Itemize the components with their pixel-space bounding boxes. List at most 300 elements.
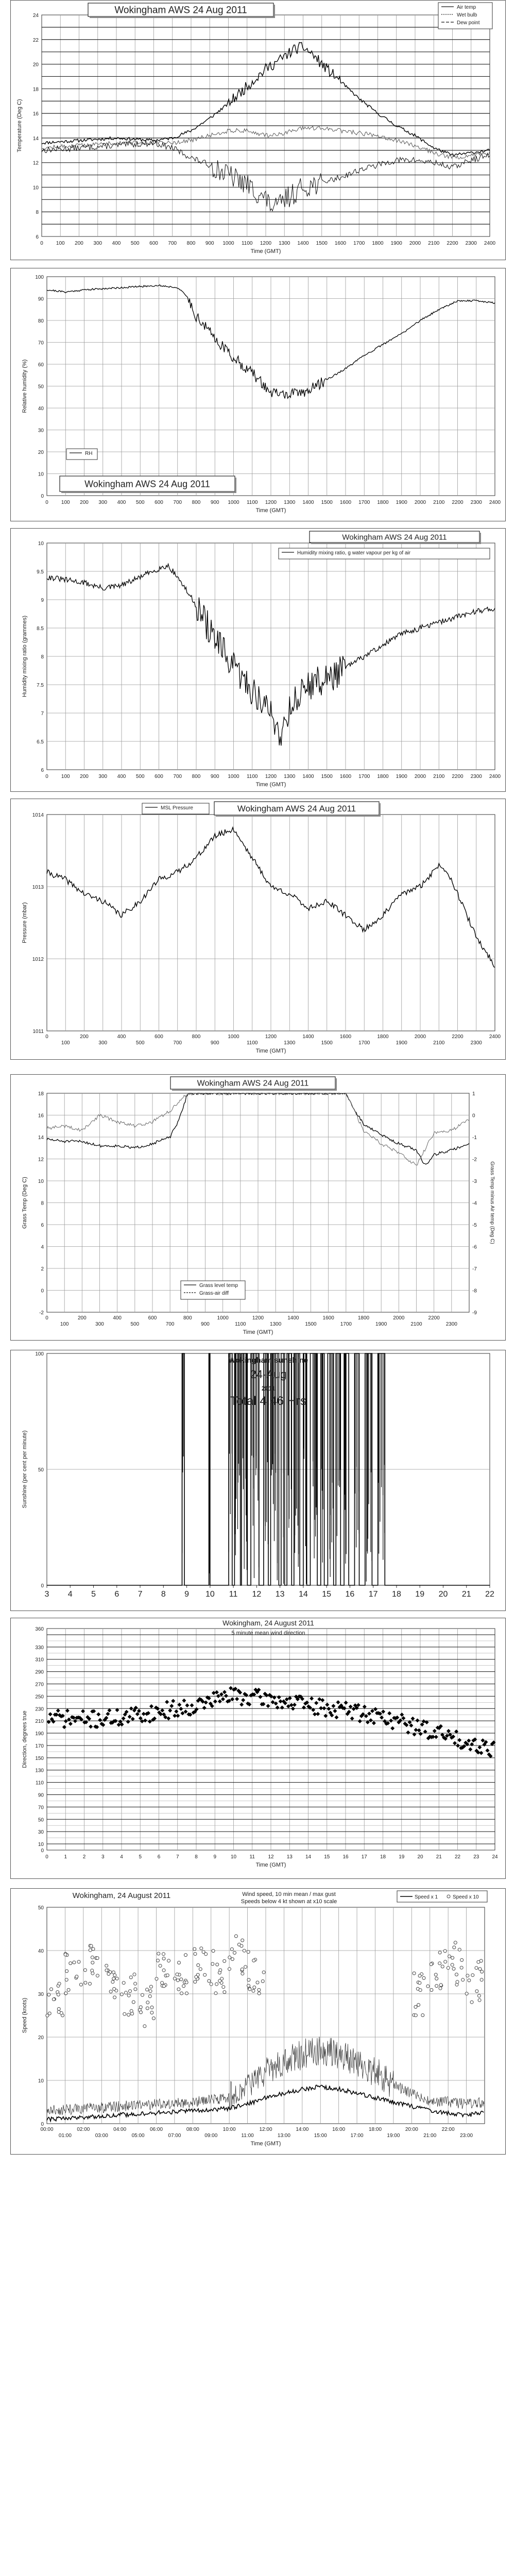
x-tick-label: 1600 — [339, 774, 352, 779]
x-tick-label: 400 — [117, 1034, 126, 1040]
x-tick-label: 2100 — [428, 241, 440, 246]
x-tick-label: 1200 — [265, 774, 277, 779]
wind-speed-panel — [10, 1888, 506, 2155]
y-tick-label: 80 — [38, 318, 44, 324]
y-tick-label: 130 — [35, 1768, 44, 1774]
speed-x10-point — [125, 1991, 128, 1994]
y-tick-label: 1014 — [32, 812, 44, 818]
y-tick-label-right: 0 — [472, 1113, 475, 1119]
speed-x10-point — [417, 2004, 420, 2007]
legend-label: RH — [85, 451, 93, 456]
x-tick-label: 1300 — [270, 1321, 282, 1327]
y-tick-label: 16 — [38, 1113, 44, 1119]
speed-x10-point — [199, 1968, 202, 1971]
speed-x10-point — [111, 1980, 114, 1984]
x-tick-label: 100 — [56, 241, 65, 246]
y-tick-label: 8 — [41, 654, 44, 660]
x-tick-label: 2100 — [433, 774, 445, 779]
speed-x10-point — [64, 1992, 67, 1995]
y-tick-label: 100 — [35, 275, 44, 280]
x-axis-label: Time (GMT) — [250, 2141, 281, 2147]
x-tick-label: 22 — [485, 1590, 494, 1599]
x-tick-label: 100 — [61, 500, 70, 505]
y-tick-label: 1012 — [32, 957, 44, 962]
x-tick-label: 12:00 — [259, 2127, 272, 2132]
speed-x10-point — [67, 1988, 70, 1991]
x-tick-label: 200 — [80, 500, 89, 505]
x-tick-label: 15 — [324, 1854, 330, 1860]
x-tick-label: 600 — [154, 1034, 163, 1040]
x-tick-label: 16:00 — [332, 2127, 346, 2132]
speed-x10-point — [212, 1950, 215, 1953]
x-tick-label: 400 — [113, 1315, 122, 1321]
speed-x10-point — [157, 1959, 160, 1962]
x-tick-label: 08:00 — [186, 2127, 199, 2132]
speed-x10-point — [210, 1982, 213, 1986]
speed-x10-point — [223, 1991, 226, 1994]
x-tick-label: 13 — [286, 1854, 293, 1860]
y-tick-label: 230 — [35, 1706, 44, 1713]
x-tick-label: 01:00 — [58, 2133, 72, 2139]
y-axis-label: Temperature (Deg C) — [16, 99, 23, 152]
speed-x10-point — [477, 1960, 480, 1963]
speed-x10-point — [460, 1958, 464, 1961]
x-tick-label: 1200 — [265, 500, 277, 505]
speed-x10-point — [468, 1979, 471, 1982]
speed-x10-point — [435, 1985, 438, 1988]
x-tick-label: 2200 — [428, 1315, 440, 1321]
x-tick-label: 1100 — [235, 1321, 246, 1327]
y-tick-label: 250 — [35, 1694, 44, 1700]
chart-subtitle: Wind speed, 10 min mean / max gust — [242, 1891, 336, 1897]
speed-x10-point — [167, 1959, 170, 1962]
x-tick-label: 1900 — [375, 1321, 387, 1327]
x-tick-label: 16 — [342, 1854, 349, 1860]
x-tick-label: 100 — [60, 1321, 69, 1327]
speed-x10-point — [414, 2014, 417, 2017]
y-tick-label-right: -5 — [472, 1223, 477, 1228]
speed-x10-point — [241, 1968, 244, 1971]
x-tick-label: 300 — [98, 774, 108, 779]
speed-x10-point — [89, 1948, 92, 1952]
x-tick-label: 17 — [368, 1590, 378, 1599]
x-tick-label: 700 — [173, 1040, 182, 1046]
x-tick-label: 2100 — [433, 1040, 445, 1046]
y-axis-label: Sunshine (per cent per minute) — [22, 1430, 28, 1509]
x-tick-label: 21 — [436, 1854, 442, 1860]
y-tick-label: -2 — [39, 1310, 44, 1316]
x-tick-label: 2000 — [414, 774, 426, 779]
x-tick-label: 500 — [135, 1040, 145, 1046]
speed-x10-point — [480, 1970, 484, 1973]
y-tick-label: 50 — [38, 1817, 44, 1823]
y-tick-label: 8 — [36, 210, 39, 216]
speed-x10-point — [439, 1984, 442, 1987]
x-tick-label: 1400 — [287, 1315, 299, 1321]
speed-x10-point — [248, 1988, 251, 1991]
speed-x10-point — [418, 1974, 421, 1977]
y-tick-label-right: -9 — [472, 1310, 477, 1316]
x-tick-label: 1300 — [279, 241, 290, 246]
x-tick-label: 2000 — [414, 1034, 426, 1040]
y-tick-label: 270 — [35, 1682, 44, 1688]
speed-x10-point — [477, 1994, 480, 1997]
y-tick-label: 50 — [38, 1905, 44, 1911]
speed-x10-point — [247, 1951, 250, 1954]
temperature-chart — [11, 1, 505, 260]
speed-x10-point — [419, 1989, 422, 1992]
speed-x10-point — [148, 1995, 151, 1998]
speed-x10-point — [131, 2012, 134, 2015]
x-tick-label: 700 — [173, 774, 182, 779]
y-tick-label: 22 — [32, 37, 39, 43]
speed-x10-point — [73, 1961, 76, 1964]
chart-title-shadow — [479, 533, 481, 544]
y-axis-label: Direction, degrees true — [22, 1710, 28, 1768]
x-tick-label: 1600 — [339, 500, 352, 505]
chart-title-shadow — [311, 543, 481, 544]
y-tick-label: 2 — [41, 1266, 44, 1272]
y-tick-label: 18 — [32, 87, 39, 93]
speed-x10-point — [177, 1988, 180, 1991]
chart-subtitle-year: 2011 — [261, 1385, 276, 1392]
x-tick-label: 700 — [168, 241, 177, 246]
speed-x10-point — [65, 1970, 68, 1973]
x-tick-label: 4 — [67, 1590, 73, 1599]
speed-x10-point — [214, 1992, 217, 1995]
x-tick-label: 1100 — [246, 500, 258, 505]
speed-x10-point — [230, 1947, 233, 1951]
x-tick-label: 21 — [461, 1590, 471, 1599]
x-tick-label: 2400 — [484, 241, 496, 246]
y-tick-label: 70 — [38, 340, 44, 346]
speed-x10-point — [204, 1953, 208, 1956]
speed-x10-point — [150, 2006, 153, 2009]
x-tick-label: 6 — [114, 1590, 119, 1599]
legend-label: Wet bulb — [457, 12, 477, 18]
y-tick-label: 24 — [32, 13, 39, 19]
x-tick-label: 19 — [415, 1590, 425, 1599]
speed-x10-point — [451, 1963, 454, 1967]
y-tick-label: 0 — [41, 1583, 44, 1589]
pressure-chart — [11, 799, 505, 1059]
x-tick-label: 800 — [183, 1315, 192, 1321]
x-tick-label: 1000 — [217, 1315, 229, 1321]
x-tick-label: 600 — [154, 774, 163, 779]
speed-x10-point — [96, 1957, 99, 1960]
chart-title: Wokingham, 24 August 2011 — [222, 1619, 314, 1627]
speed-x10-point — [46, 2014, 49, 2017]
y-tick-label: 90 — [38, 296, 44, 302]
wind-speed-chart — [11, 1889, 505, 2154]
legend-label: Speed x 1 — [415, 1894, 438, 1900]
x-tick-label: 400 — [117, 774, 126, 779]
x-tick-label: 5 — [91, 1590, 96, 1599]
y-tick-label: 20 — [38, 2035, 44, 2041]
x-tick-label: 1700 — [358, 500, 370, 505]
x-tick-label: 10 — [230, 1854, 237, 1860]
y-tick-label: 330 — [35, 1645, 44, 1651]
x-tick-label: 500 — [130, 1321, 140, 1327]
speed-x10-point — [129, 1976, 132, 1979]
x-tick-label: 200 — [80, 1034, 89, 1040]
x-axis-label: Time (GMT) — [255, 507, 286, 514]
x-tick-label: 900 — [205, 241, 214, 246]
x-tick-label: 3 — [101, 1854, 105, 1860]
y-tick-label: 9.5 — [37, 569, 44, 575]
x-tick-label: 1300 — [284, 1040, 296, 1046]
x-tick-label: 23:00 — [460, 2133, 473, 2139]
speed-x10-point — [173, 1977, 176, 1980]
speed-x10-point — [155, 1977, 158, 1980]
speed-x10-point — [231, 1958, 234, 1961]
x-tick-label: 20:00 — [405, 2127, 418, 2132]
y-axis-label: Pressure (mbar) — [22, 902, 28, 943]
x-tick-label: 600 — [148, 1315, 157, 1321]
x-tick-label: 1500 — [316, 241, 328, 246]
x-tick-label: 1300 — [284, 500, 296, 505]
speed-x10-point — [149, 1985, 152, 1988]
x-tick-label: 0 — [45, 1034, 48, 1040]
y-tick-label: 8 — [41, 1200, 44, 1207]
x-tick-label: 2300 — [470, 500, 482, 505]
x-tick-label: 1500 — [321, 1040, 333, 1046]
chart-title: Wokingham AWS 24 Aug 2011 — [237, 803, 356, 814]
x-axis-label: Time (GMT) — [250, 248, 281, 255]
x-tick-label: 8 — [161, 1590, 166, 1599]
y-tick-label: 9 — [41, 598, 44, 603]
x-tick-label: 07:00 — [168, 2133, 181, 2139]
x-tick-label: 1100 — [246, 774, 258, 779]
x-tick-label: 13 — [275, 1590, 285, 1599]
speed-x10-point — [426, 1985, 430, 1988]
speed-x10-point — [129, 1990, 132, 1993]
x-tick-label: 1800 — [357, 1315, 370, 1321]
y-tick-label-right: -1 — [472, 1135, 477, 1141]
y-tick-label: 310 — [35, 1657, 44, 1663]
speed-x10-point — [241, 1972, 244, 1975]
x-tick-label: 1900 — [396, 500, 407, 505]
x-tick-label: 1000 — [228, 774, 239, 779]
x-tick-label: 1900 — [396, 1040, 407, 1046]
y-tick-label: 6.5 — [37, 739, 44, 745]
x-tick-label: 15:00 — [314, 2133, 327, 2139]
x-tick-label: 10:00 — [222, 2127, 236, 2132]
x-tick-label: 2300 — [470, 1040, 482, 1046]
speed-x10-point — [113, 1996, 116, 1999]
speed-x10-point — [162, 1957, 165, 1960]
x-tick-label: 11 — [229, 1590, 238, 1599]
x-tick-label: 2300 — [470, 774, 482, 779]
speed-x10-point — [465, 1992, 468, 1995]
y-tick-label: 20 — [32, 62, 39, 68]
x-tick-label: 300 — [93, 241, 102, 246]
speed-x10-point — [176, 1979, 179, 1982]
speed-x10-point — [91, 1961, 94, 1964]
y-tick-label: 0 — [41, 1288, 44, 1294]
y-tick-label: 150 — [35, 1755, 44, 1761]
x-tick-label: 100 — [61, 1040, 70, 1046]
chart-title: Wokingham AWS 24 Aug 2011 — [84, 479, 210, 489]
y-tick-label: 0 — [41, 1848, 44, 1854]
x-tick-label: 900 — [210, 774, 219, 779]
speed-x10-point — [228, 1956, 231, 1959]
y-tick-label: 360 — [35, 1626, 44, 1632]
speed-x10-point — [113, 1974, 116, 1977]
legend-label: Air temp — [457, 5, 476, 10]
y-tick-label-right: -8 — [472, 1288, 477, 1294]
mixing-ratio-panel — [10, 528, 506, 792]
x-tick-label: 13:00 — [277, 2133, 290, 2139]
speed-x10-point — [194, 1953, 197, 1956]
speed-x10-point — [89, 1982, 92, 1985]
speed-x10-point — [244, 1965, 247, 1969]
x-tick-label: 0 — [45, 1854, 48, 1860]
y-tick-label: 10 — [38, 1842, 44, 1848]
speed-x10-point — [422, 1976, 425, 1979]
x-tick-label: 22 — [454, 1854, 461, 1860]
speed-x10-point — [234, 1935, 237, 1938]
speed-x10-point — [252, 1989, 255, 1992]
speed-x10-point — [200, 1947, 203, 1950]
legend-label: Dew point — [457, 20, 480, 26]
speed-x10-point — [262, 1971, 265, 1974]
y-tick-label: 100 — [35, 1351, 44, 1357]
x-axis-label: Time (GMT) — [255, 1048, 286, 1054]
x-tick-label: 2200 — [452, 774, 464, 779]
speed-x10-point — [182, 1985, 185, 1988]
x-tick-label: 21:00 — [423, 2133, 437, 2139]
legend-label: Grass-air diff — [199, 1291, 229, 1296]
y-tick-label: 10 — [32, 185, 39, 191]
x-tick-label: 03:00 — [95, 2133, 108, 2139]
y-tick-label: 190 — [35, 1731, 44, 1737]
speed-x10-point — [455, 1973, 458, 1976]
x-tick-label: 18 — [392, 1590, 401, 1599]
y-tick-label: 50 — [38, 384, 44, 390]
speed-x10-point — [69, 1962, 72, 1965]
speed-x10-point — [132, 2001, 135, 2004]
y-tick-label: 4 — [41, 1244, 44, 1250]
x-tick-label: 1900 — [390, 241, 402, 246]
speed-x10-point — [215, 1982, 218, 1986]
x-tick-label: 900 — [210, 500, 219, 505]
y-tick-label: 8.5 — [37, 626, 44, 632]
speed-x10-point — [197, 1963, 200, 1967]
x-tick-label: 300 — [95, 1321, 104, 1327]
speed-x10-point — [185, 1981, 188, 1984]
speed-x10-point — [195, 1975, 198, 1978]
speed-x10-point — [458, 1948, 461, 1951]
y-tick-label: 1011 — [32, 1029, 44, 1035]
y-tick-label: 10 — [38, 541, 44, 547]
chart-title-shadow — [90, 16, 275, 18]
x-tick-label: 1400 — [302, 774, 314, 779]
legend-label: Humidity mixing ratio, g water vapour per kg of air — [297, 550, 411, 556]
speed-x10-point — [258, 1988, 261, 1991]
chart-subtitle: 5 minute mean wind direction — [231, 1630, 305, 1636]
x-tick-label: 17:00 — [350, 2133, 364, 2139]
speed-x10-point — [112, 1971, 115, 1974]
y-tick-label: 6 — [41, 1223, 44, 1228]
y-tick-label-right: -4 — [472, 1200, 477, 1207]
x-tick-label: 1200 — [260, 241, 272, 246]
speed-x10-point — [113, 1988, 116, 1991]
y-tick-label: 18 — [38, 1091, 44, 1097]
speed-x10-point — [461, 1978, 465, 1981]
x-tick-label: 02:00 — [77, 2127, 90, 2132]
speed-x10-point — [178, 1961, 181, 1964]
y-tick-label: 290 — [35, 1669, 44, 1675]
speed-x10-point — [454, 1941, 457, 1944]
sunshine-panel — [10, 1350, 506, 1611]
speed-x10-point — [418, 1981, 421, 1985]
speed-x10-point — [233, 1951, 236, 1954]
speed-x10-point — [90, 1944, 93, 1947]
x-tick-label: 1700 — [353, 241, 365, 246]
speed-x10-point — [451, 1956, 454, 1959]
speed-x10-point — [252, 1959, 255, 1962]
x-tick-label: 11:00 — [241, 2133, 254, 2139]
speed-x10-point — [162, 1953, 165, 1956]
speed-x10-point — [247, 1978, 250, 1981]
y-tick-label: 210 — [35, 1719, 44, 1725]
x-tick-label: 600 — [154, 500, 163, 505]
x-tick-label: 23 — [473, 1854, 479, 1860]
speed-x10-point — [478, 1968, 482, 1971]
y-tick-label: 0 — [41, 2122, 44, 2127]
speed-x10-point — [211, 1962, 214, 1965]
x-tick-label: 500 — [130, 241, 140, 246]
x-tick-label: 0 — [45, 774, 48, 779]
y-tick-label: 6 — [36, 234, 39, 240]
speed-x10-point — [180, 1978, 183, 1981]
speed-x10-point — [127, 1994, 130, 1997]
x-tick-label: 1500 — [321, 774, 333, 779]
y-tick-label: 40 — [38, 1948, 44, 1954]
y-tick-label-right: -2 — [472, 1157, 477, 1163]
y-axis-label: Humidity mixing ratio (grammes) — [22, 615, 28, 698]
speed-x10-point — [140, 2011, 143, 2014]
x-tick-label: 2000 — [393, 1315, 405, 1321]
x-tick-label: 04:00 — [113, 2127, 127, 2132]
x-tick-label: 15 — [322, 1590, 332, 1599]
x-axis-label: Time (GMT) — [255, 1862, 286, 1868]
speed-x10-point — [208, 1979, 211, 1982]
y-tick-label: 7 — [41, 711, 44, 717]
x-tick-label: 4 — [120, 1854, 123, 1860]
x-tick-label: 0 — [45, 1315, 48, 1321]
legend-label: Speed x 10 — [453, 1894, 479, 1900]
x-tick-label: 24 — [492, 1854, 498, 1860]
speed-x10-point — [435, 1977, 438, 1980]
x-tick-label: 12 — [268, 1854, 274, 1860]
y-tick-label: 12 — [32, 160, 39, 166]
y-tick-label: 170 — [35, 1743, 44, 1749]
speed-x10-point — [58, 1982, 61, 1985]
x-tick-label: 2400 — [489, 774, 501, 779]
speed-x10-point — [453, 1946, 456, 1949]
y-tick-label: 16 — [32, 111, 39, 117]
speed-x10-point — [441, 1965, 444, 1968]
x-tick-label: 2200 — [452, 1034, 464, 1040]
chart-subtitle-total: Total 4.46 Hrs — [230, 1394, 307, 1408]
chart-subtitle-2: Speeds below 4 kt shown at x10 scale — [241, 1899, 337, 1905]
speed-x10-point — [52, 1998, 55, 2001]
x-tick-label: 400 — [112, 241, 121, 246]
x-tick-label: 1600 — [334, 241, 347, 246]
speed-x10-point — [413, 1972, 416, 1975]
